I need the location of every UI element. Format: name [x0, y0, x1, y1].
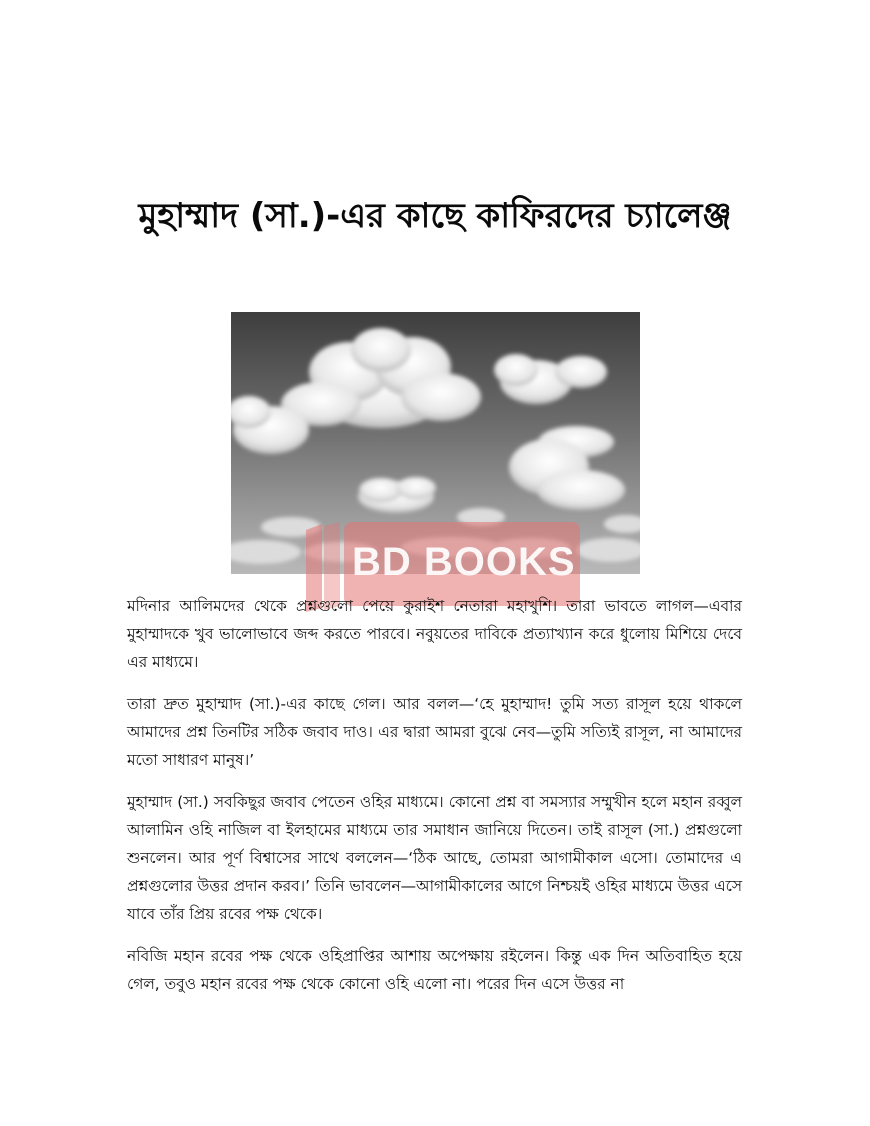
paragraph-1: মদিনার আলিমদের থেকে প্রশ্নগুলো পেয়ে কুরাইশ নেতারা মহাখুশি। তারা ভাবতে লাগল—এবার মুহাম্মাদকে খুব ভালোভাবে জব্দ করতে পারবে। নবুয়তের দাবিকে প্রত্যাখ্যান করে ধুলোয় মিশিয়ে দেবে এর মাধ্যমে।: [127, 597, 742, 671]
watermark-text: BD BOOKS: [352, 540, 576, 584]
page-title: মুহাম্মাদ (সা.)-এর কাছে কাফিরদের চ্যালেঞ্জ: [138, 196, 732, 236]
paragraph-3: মুহাম্মাদ (সা.) সবকিছুর জবাব পেতেন ওহির মাধ্যমে। কোনো প্রশ্ন বা সমস্যার সম্মুখীন হলে মহান রব্বুল আলামিন ওহি নাজিল বা ইলহামের মাধ্যমে তার সমাধান জানিয়ে দিতেন। তাই রাসূল (সা.) প্রশ্নগুলো শুনলেন। আর পূর্ণ বিশ্বাসের সাথে বললেন—‘ঠিক আছে, তোমরা আগামীকাল এসো। তোমাদের এ প্রশ্নগুলোর উত্তর প্রদান করব।’ তিনি ভাবলেন—আগামীকালের আগে নিশ্চয়ই ওহির মাধ্যমে উত্তর এসে যাবে তাঁর প্রিয় রবের পক্ষ থেকে।: [127, 793, 742, 923]
paragraph-2: তারা দ্রুত মুহাম্মাদ (সা.)-এর কাছে গেল। আর বলল—‘হে মুহাম্মাদ! তুমি সত্য রাসূল হয়ে থাকলে আমাদের প্রশ্ন তিনটির সঠিক জবাব দাও। এর দ্বারা আমরা বুঝে নেব—তুমি সত্যিই রাসূল, না আমাদের মতো সাধারণ মানুষ।’: [127, 695, 742, 769]
paragraph-4: নবিজি মহান রবের পক্ষ থেকে ওহিপ্রাপ্তির আশায় অপেক্ষায় রইলেন। কিন্তু এক দিন অতিবাহিত হয়ে গেল, তবুও মহান রবের পক্ষ থেকে কোনো ওহি এলো না। পরের দিন এসে উত্তর না: [127, 947, 742, 993]
article-body: [127, 592, 742, 1012]
